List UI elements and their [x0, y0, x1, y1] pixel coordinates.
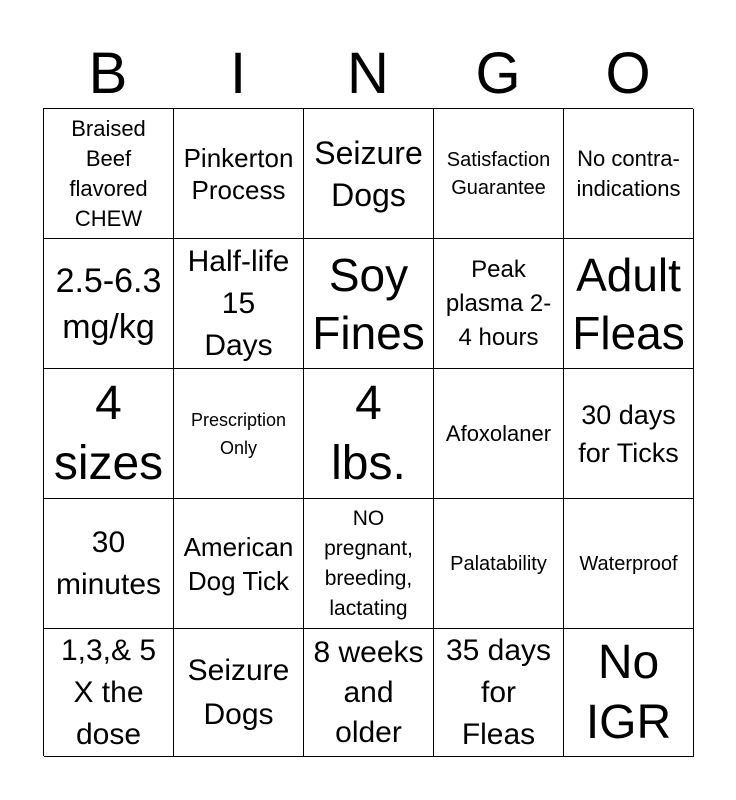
- bingo-cell[interactable]: [434, 239, 564, 369]
- bingo-cell[interactable]: [434, 629, 564, 757]
- cell-text: Soy Fines: [312, 248, 425, 359]
- cell-text: American Dog Tick: [183, 531, 294, 596]
- bingo-cell[interactable]: [304, 239, 434, 369]
- cell-text: Braised Beef flavored CHEW: [69, 115, 148, 231]
- cell-text: Afoxolaner: [445, 420, 552, 446]
- bingo-header: [43, 40, 693, 108]
- bingo-cell[interactable]: [564, 369, 694, 499]
- cell-text: No contra- indications: [576, 145, 681, 201]
- header-letter-i: I: [229, 41, 247, 106]
- bingo-cell[interactable]: [434, 369, 564, 499]
- header-letter-g: G: [475, 41, 521, 106]
- bingo-cell[interactable]: [174, 369, 304, 499]
- cell-text: 8 weeks and older: [313, 635, 424, 749]
- cell-text: Peak plasma 2- 4 hours: [445, 255, 552, 351]
- bingo-cell[interactable]: [564, 109, 694, 239]
- cell-text: 4 sizes: [53, 376, 164, 490]
- bingo-cell[interactable]: [564, 239, 694, 369]
- header-letter-b: B: [88, 41, 128, 106]
- bingo-cell[interactable]: [44, 629, 174, 757]
- bingo-cell[interactable]: [434, 499, 564, 629]
- cell-text: Half-life 15 Days: [187, 244, 290, 362]
- bingo-cell[interactable]: [304, 369, 434, 499]
- bingo-cell[interactable]: [44, 109, 174, 239]
- bingo-cell[interactable]: [564, 499, 694, 629]
- cell-text: Adult Fleas: [572, 248, 685, 359]
- cell-text: Waterproof: [579, 552, 678, 575]
- bingo-cell[interactable]: [44, 499, 174, 629]
- cell-text: Seizure Dogs: [314, 134, 423, 213]
- cell-text: 1,3,& 5 X the dose: [60, 633, 157, 751]
- cell-text: No IGR: [585, 635, 672, 749]
- bingo-cell[interactable]: [174, 629, 304, 757]
- cell-text: 30 days for Ticks: [578, 399, 679, 468]
- bingo-cell[interactable]: [44, 239, 174, 369]
- cell-text: NO pregnant, breeding, lactating: [324, 506, 413, 620]
- cell-text: 30 minutes: [55, 525, 162, 601]
- cell-text: Satisfaction Guarantee: [446, 148, 551, 199]
- bingo-cell[interactable]: [44, 369, 174, 499]
- cell-text: 35 days for Fleas: [445, 633, 552, 751]
- bingo-cell[interactable]: [174, 239, 304, 369]
- bingo-cell[interactable]: [304, 499, 434, 629]
- bingo-cell[interactable]: [174, 499, 304, 629]
- bingo-cell[interactable]: [304, 629, 434, 757]
- header-letter-o: O: [605, 41, 651, 106]
- bingo-cell[interactable]: [174, 109, 304, 239]
- cell-text: 4 lbs.: [331, 376, 406, 490]
- bingo-cell[interactable]: [304, 109, 434, 239]
- bingo-grid: [43, 108, 693, 756]
- bingo-cell[interactable]: [434, 109, 564, 239]
- header-letter-n: N: [347, 41, 389, 106]
- bingo-cell[interactable]: [564, 629, 694, 757]
- cell-text: Seizure Dogs: [187, 653, 290, 731]
- cell-text: Prescription Only: [190, 409, 287, 458]
- cell-text: Pinkerton Process: [183, 142, 294, 205]
- cell-text: 2.5-6.3 mg/kg: [55, 261, 162, 346]
- cell-text: Palatability: [450, 552, 547, 575]
